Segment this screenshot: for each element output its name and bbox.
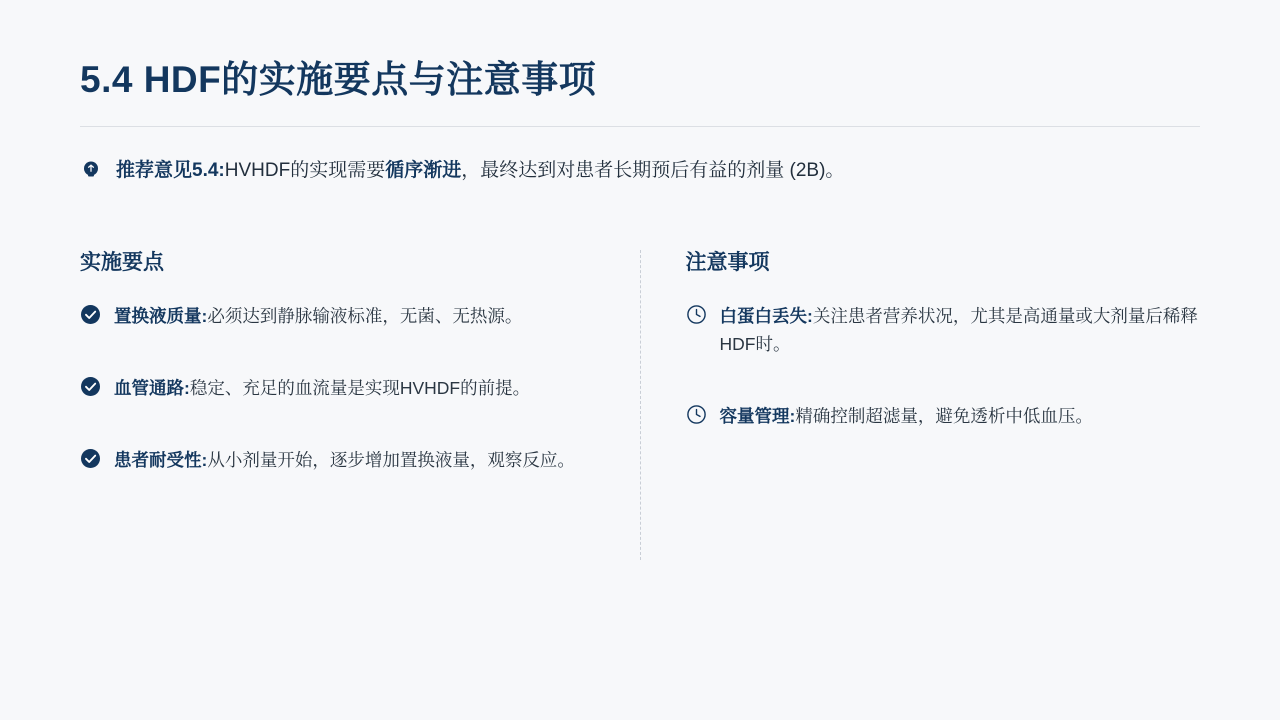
list-item-body: 精确控制超滤量，避免透析中低血压。 [795,405,1093,426]
recommendation-highlight: 循序渐进 [385,160,462,182]
list-item-body: 从小剂量开始，逐步增加置换液量，观察反应。 [207,449,575,470]
recommendation-text [116,157,844,186]
list-item [686,402,1201,430]
recommendation-text-after: ，最终达到对患者长期预后有益的剂量 (2B)。 [461,160,845,182]
list-item-term: 白蛋白丢失: [719,305,813,326]
list-item-body: 稳定、充足的血流量是实现HVHDF的前提。 [189,377,531,398]
list-item-body: 必须达到静脉输液标准，无菌、无热源。 [207,305,523,326]
check-circle-icon [80,376,101,397]
page-title: 5.4 HDF的实施要点与注意事项 [80,59,597,100]
right-column-heading: 注意事项 [685,250,770,274]
left-column-heading: 实施要点 [80,250,164,274]
list-item-text [720,302,1201,358]
check-circle-icon [80,448,101,469]
column-implementation-points [80,246,640,560]
content-columns [80,246,1200,560]
column-precautions [641,246,1201,560]
list-item-text [720,402,1093,430]
recommendation-text-before: HVHDF的实现需要 [224,160,386,182]
list-item-term: 容量管理: [719,405,796,426]
list-item-term: 置换液质量: [114,305,208,326]
list-item [80,446,600,474]
list-item-text [114,302,522,330]
list-item [80,302,600,330]
recommendation-label: 推荐意见5.4: [116,160,225,182]
alert-circle-icon [686,404,707,425]
recommendation-callout [80,157,1200,186]
list-item-text [114,374,530,402]
title-divider [80,126,1200,127]
alert-circle-icon [686,304,707,325]
list-item-term: 血管通路: [114,377,190,398]
list-item [686,302,1201,358]
list-item-term: 患者耐受性: [114,449,208,470]
list-item [80,374,600,402]
list-item-text [114,446,575,474]
list-item-body: 关注患者营养状况，尤其是高通量或大剂量后稀释HDF时。 [719,305,1198,354]
lightbulb-icon [80,159,102,181]
check-circle-icon [80,304,101,325]
